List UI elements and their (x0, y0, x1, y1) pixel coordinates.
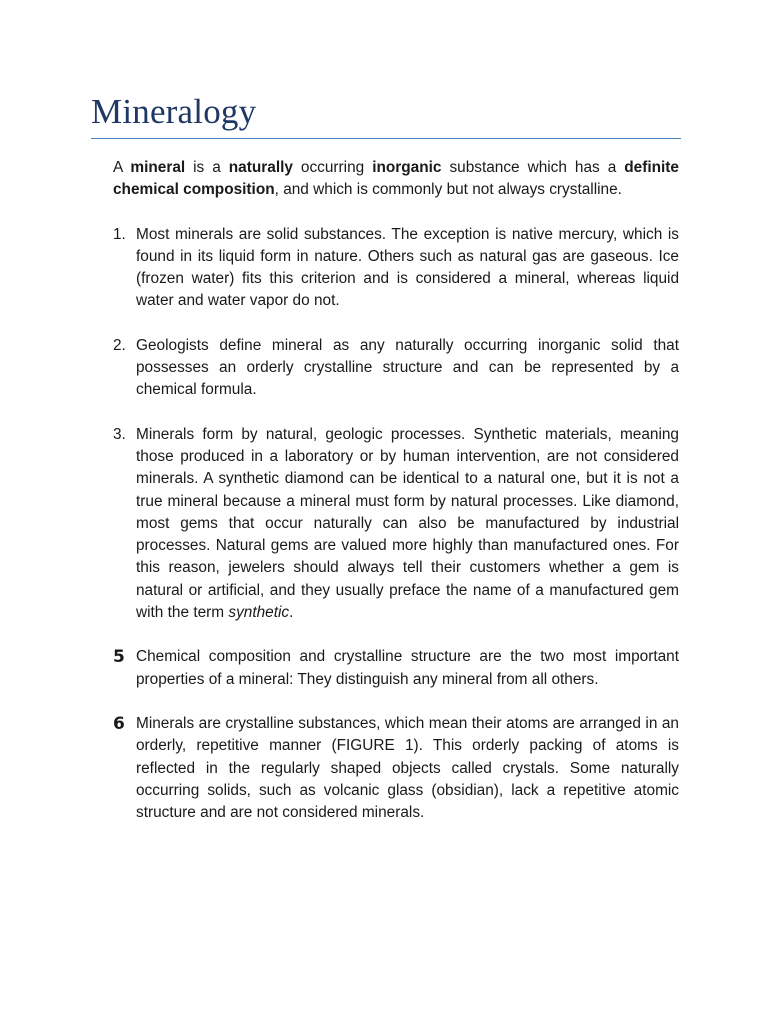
list-number: 6 (113, 713, 125, 734)
title-underline (91, 138, 681, 139)
list-number: 1. (113, 225, 126, 243)
list-item-text (136, 424, 679, 625)
list-item-3 (113, 424, 679, 625)
list-item-text-tail: . (289, 604, 294, 622)
intro-bold-definite-composition: definite chemical composition (113, 159, 679, 199)
intro-paragraph (113, 157, 679, 202)
intro-text-5: , and which is commonly but not always crystalline. (274, 181, 622, 199)
synthetic-term: synthetic (228, 604, 290, 622)
intro-bold-mineral: mineral (130, 159, 186, 176)
intro-text-4: substance which has a (441, 159, 625, 176)
list-item-5 (113, 646, 679, 691)
page-title: Mineralogy (91, 92, 257, 131)
intro-text-3: occurring (292, 159, 373, 176)
list-number: 5 (113, 647, 125, 668)
intro-text-1: A (113, 159, 131, 176)
list-number: 3. (113, 425, 126, 443)
document-body (113, 157, 679, 846)
list-item-6 (113, 713, 679, 824)
list-item-text: Chemical composition and crystalline structure are the two most important properties of a mineral: They distinguish any mineral from all others. (136, 648, 679, 688)
list-item-text: Minerals are crystalline substances, which mean their atoms are arranged in an orderly, repetitive manner (FIGURE 1). This orderly packing of atoms is reflected in the regularly shaped objects called crystals. Some naturally occurring solids, such as volcanic glass (obsidian), lack a repetitive atomic structure and are not considered minerals. (136, 714, 679, 822)
list-number: 2. (113, 336, 126, 354)
list-item-2 (113, 335, 679, 402)
list-item-text: Most minerals are solid substances. The exception is native mercury, which is found in its liquid form in nature. Others such as natural gas are gaseous. Ice (frozen water) fits this criterion and is considered a mineral, whereas liquid water and water vapor do not. (136, 225, 679, 310)
list-item-text: Geologists define mineral as any naturally occurring inorganic solid that possesses an orderly crystalline structure and can be represented by a chemical formula. (136, 336, 679, 399)
intro-bold-naturally: naturally (228, 159, 293, 176)
intro-text-2: is a (185, 159, 229, 176)
list-item-1 (113, 224, 679, 313)
list-item-text-main: Minerals form by natural, geologic processes. Synthetic materials, meaning those produced in a laboratory or by human intervention, are not considered minerals. A synthetic diamond can be identical to a natural one, but it is not a true mineral because a mineral must form by natural processes. Like diamond, most gems that occur naturally can also be manufactured by industrial processes. Natural gems are valued more highly than manufactured ones. For this reason, jewelers should always tell their customers whether a gem is natural or artificial, and they usually preface the name of a manufactured gem with the term (136, 425, 679, 622)
intro-bold-inorganic: inorganic (372, 159, 442, 176)
